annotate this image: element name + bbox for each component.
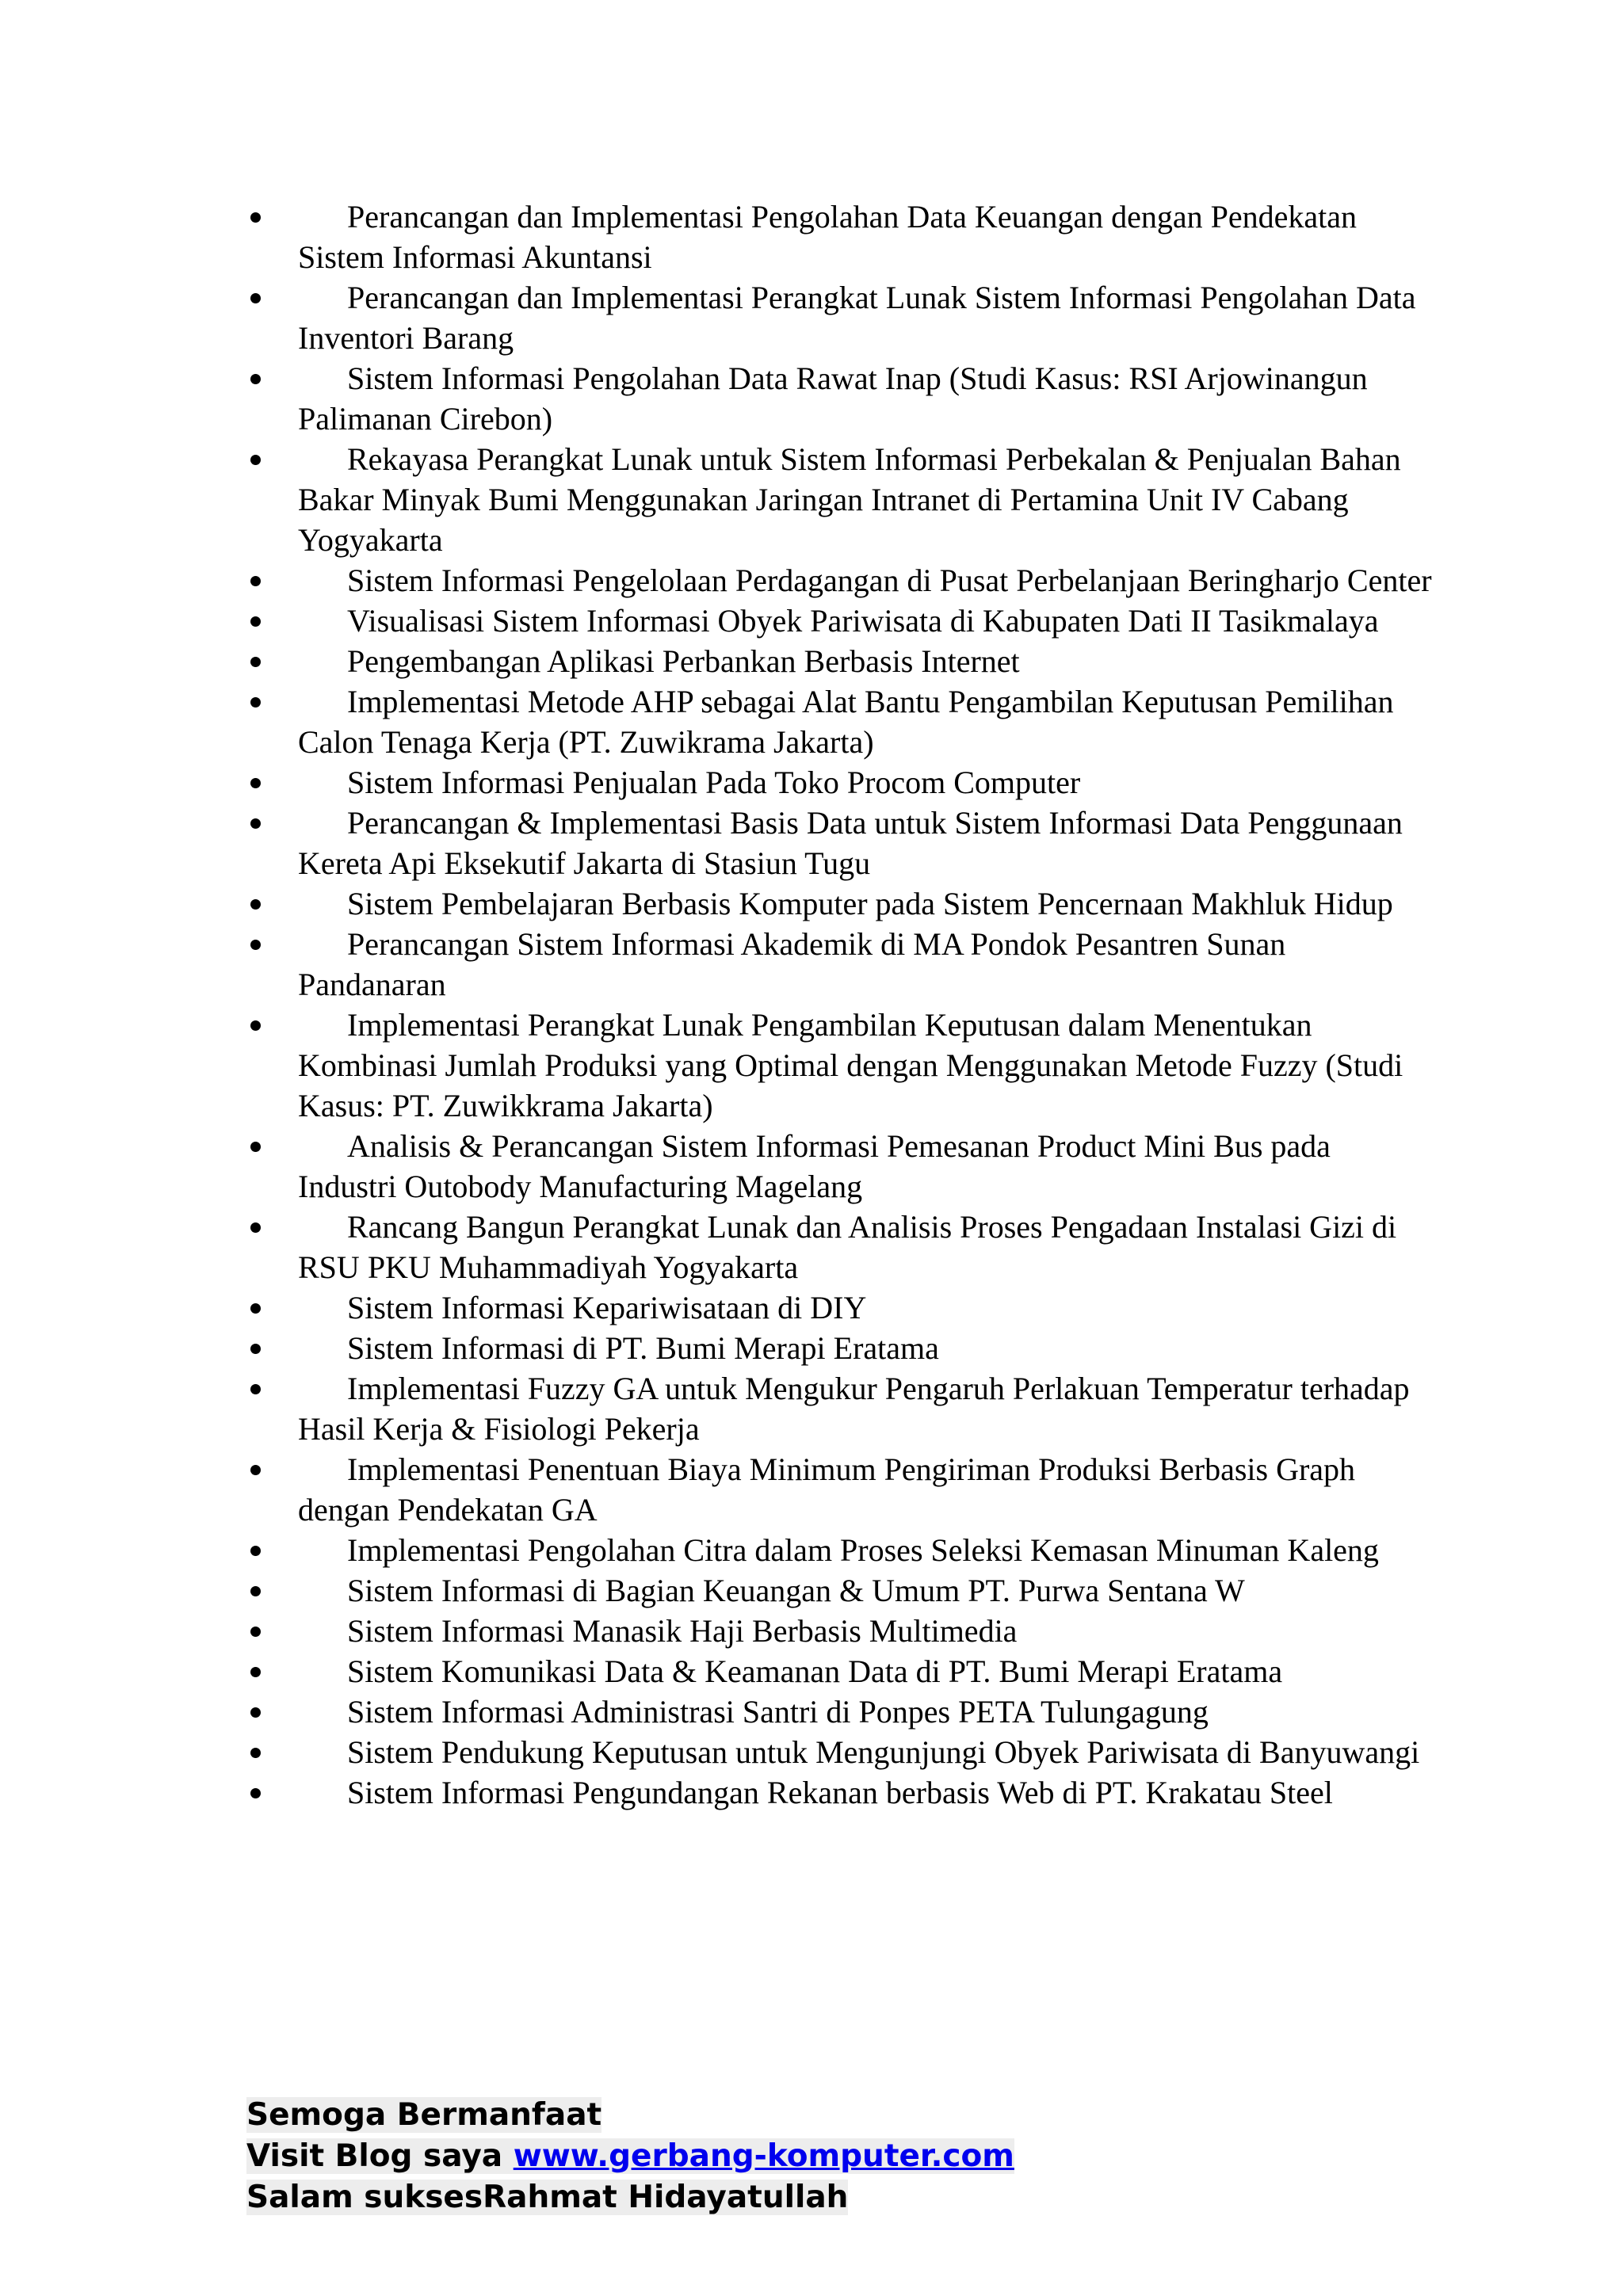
bullet-icon (250, 455, 261, 465)
list-item (246, 601, 1434, 641)
bullet-icon (250, 1667, 261, 1677)
list-item (246, 1368, 1434, 1449)
list-item (246, 803, 1434, 883)
bullet-icon (250, 1020, 261, 1031)
list-item-text: Sistem Informasi Pengundangan Rekanan berbasis Web di PT. Krakatau Steel (347, 1775, 1333, 1810)
list-item (246, 439, 1434, 560)
bullet-icon (250, 1222, 261, 1233)
list-item-text: Perancangan Sistem Informasi Akademik di MA Pondok Pesantren Sunan Pandanaran (298, 926, 1286, 1002)
list-item-text: Sistem Pembelajaran Berbasis Komputer pada Sistem Pencernaan Makhluk Hidup (347, 886, 1393, 921)
thesis-title-list (246, 196, 1434, 1813)
list-item (246, 681, 1434, 762)
list-item-text: Perancangan dan Implementasi Pengolahan Data Keuangan dengan Pendekatan Sistem Informasi Akuntansi (298, 199, 1357, 275)
list-item-text: Visualisasi Sistem Informasi Obyek Pariwisata di Kabupaten Dati II Tasikmalaya (347, 603, 1379, 639)
footer-line-1 (246, 2095, 1014, 2136)
list-item (246, 1772, 1434, 1813)
list-item-text: Sistem Pendukung Keputusan untuk Mengunjungi Obyek Pariwisata di Banyuwangi (347, 1734, 1420, 1770)
list-item-text: Implementasi Perangkat Lunak Pengambilan Keputusan dalam Menentukan Kombinasi Jumlah Produksi yang Optimal dengan Menggunakan Metode Fuzzy (Studi Kasus: PT. Zuwikkrama Jakarta) (298, 1007, 1403, 1123)
bullet-icon (250, 1788, 261, 1798)
list-item-text: Sistem Informasi di PT. Bumi Merapi Eratama (347, 1330, 939, 1366)
list-item (246, 883, 1434, 924)
bullet-icon (250, 1344, 261, 1354)
list-item (246, 1691, 1434, 1732)
list-item (246, 196, 1434, 277)
bullet-icon (250, 1586, 261, 1596)
list-item (246, 1732, 1434, 1772)
list-item (246, 1611, 1434, 1651)
list-item-text: Sistem Informasi Manasik Haji Berbasis Multimedia (347, 1613, 1018, 1649)
bullet-icon (250, 293, 261, 303)
list-item-text: Sistem Informasi Pengelolaan Perdagangan di Pusat Perbelanjaan Beringharjo Center (347, 563, 1432, 598)
bullet-icon (250, 576, 261, 586)
list-item (246, 1328, 1434, 1368)
list-item-text: Sistem Informasi Penjualan Pada Toko Procom Computer (347, 765, 1081, 800)
list-item-text: Sistem Komunikasi Data & Keamanan Data di PT. Bumi Merapi Eratama (347, 1653, 1283, 1689)
closing-greeting: Semoga Bermanfaat (246, 2097, 602, 2133)
list-item (246, 1126, 1434, 1207)
list-item-text: Implementasi Metode AHP sebagai Alat Bantu Pengambilan Keputusan Pemilihan Calon Tenaga Kerja (PT. Zuwikrama Jakarta) (298, 684, 1394, 760)
bullet-icon (250, 1303, 261, 1314)
list-item-text: Rancang Bangun Perangkat Lunak dan Analisis Proses Pengadaan Instalasi Gizi di RSU PKU Muhammadiyah Yogyakarta (298, 1209, 1397, 1285)
list-item (246, 641, 1434, 681)
author-signoff: Salam suksesRahmat Hidayatullah (246, 2180, 849, 2215)
bullet-icon (250, 1465, 261, 1475)
list-item (246, 762, 1434, 803)
list-item-text: Sistem Informasi Kepariwisataan di DIY (347, 1290, 867, 1325)
bullet-icon (250, 1748, 261, 1758)
bullet-icon (250, 818, 261, 829)
bullet-icon (250, 899, 261, 910)
footer-block (246, 2095, 1014, 2218)
list-item-text: Implementasi Fuzzy GA untuk Mengukur Pengaruh Perlakuan Temperatur terhadap Hasil Kerja & Fisiologi Pekerja (298, 1371, 1410, 1447)
list-item-text: Implementasi Penentuan Biaya Minimum Pengiriman Produksi Berbasis Graph dengan Pendekatan GA (298, 1451, 1356, 1527)
footer-line-3 (246, 2177, 1014, 2218)
bullet-icon (250, 1546, 261, 1556)
list-item (246, 924, 1434, 1005)
bullet-icon (250, 1627, 261, 1637)
list-item (246, 1530, 1434, 1570)
bullet-icon (250, 1707, 261, 1718)
bullet-icon (250, 1142, 261, 1152)
visit-blog-label: Visit Blog saya (246, 2138, 514, 2174)
list-item (246, 277, 1434, 358)
list-item-text: Analisis & Perancangan Sistem Informasi Pemesanan Product Mini Bus pada Industri Outobody Manufacturing Magelang (298, 1128, 1331, 1204)
list-item-text: Sistem Informasi Administrasi Santri di Ponpes PETA Tulungagung (347, 1694, 1209, 1730)
list-item-text: Sistem Informasi Pengolahan Data Rawat Inap (Studi Kasus: RSI Arjowinangun Palimanan Cirebon) (298, 360, 1368, 437)
bullet-icon (250, 778, 261, 788)
bullet-icon (250, 940, 261, 950)
blog-link[interactable]: www.gerbang-komputer.com (513, 2138, 1014, 2174)
list-item (246, 358, 1434, 439)
bullet-icon (250, 657, 261, 667)
list-item (246, 1207, 1434, 1287)
bullet-icon (250, 212, 261, 223)
footer-line-2 (246, 2136, 1014, 2177)
list-item-text: Rekayasa Perangkat Lunak untuk Sistem Informasi Perbekalan & Penjualan Bahan Bakar Minyak Bumi Menggunakan Jaringan Intranet di Pertamina Unit IV Cabang Yogyakarta (298, 441, 1401, 558)
list-item-text: Pengembangan Aplikasi Perbankan Berbasis Internet (347, 643, 1020, 679)
bullet-icon (250, 697, 261, 707)
list-item-text: Implementasi Pengolahan Citra dalam Proses Seleksi Kemasan Minuman Kaleng (347, 1532, 1379, 1568)
list-item (246, 1570, 1434, 1611)
list-item (246, 1449, 1434, 1530)
list-item-text: Perancangan & Implementasi Basis Data untuk Sistem Informasi Data Penggunaan Kereta Api Eksekutif Jakarta di Stasiun Tugu (298, 805, 1403, 881)
list-item (246, 1005, 1434, 1126)
list-item (246, 1287, 1434, 1328)
list-item-text: Perancangan dan Implementasi Perangkat Lunak Sistem Informasi Pengolahan Data Inventori Barang (298, 280, 1416, 356)
list-item-text: Sistem Informasi di Bagian Keuangan & Umum PT. Purwa Sentana W (347, 1573, 1245, 1608)
bullet-icon (250, 374, 261, 384)
bullet-icon (250, 1384, 261, 1394)
bullet-icon (250, 616, 261, 627)
list-item (246, 560, 1434, 601)
list-item (246, 1651, 1434, 1691)
